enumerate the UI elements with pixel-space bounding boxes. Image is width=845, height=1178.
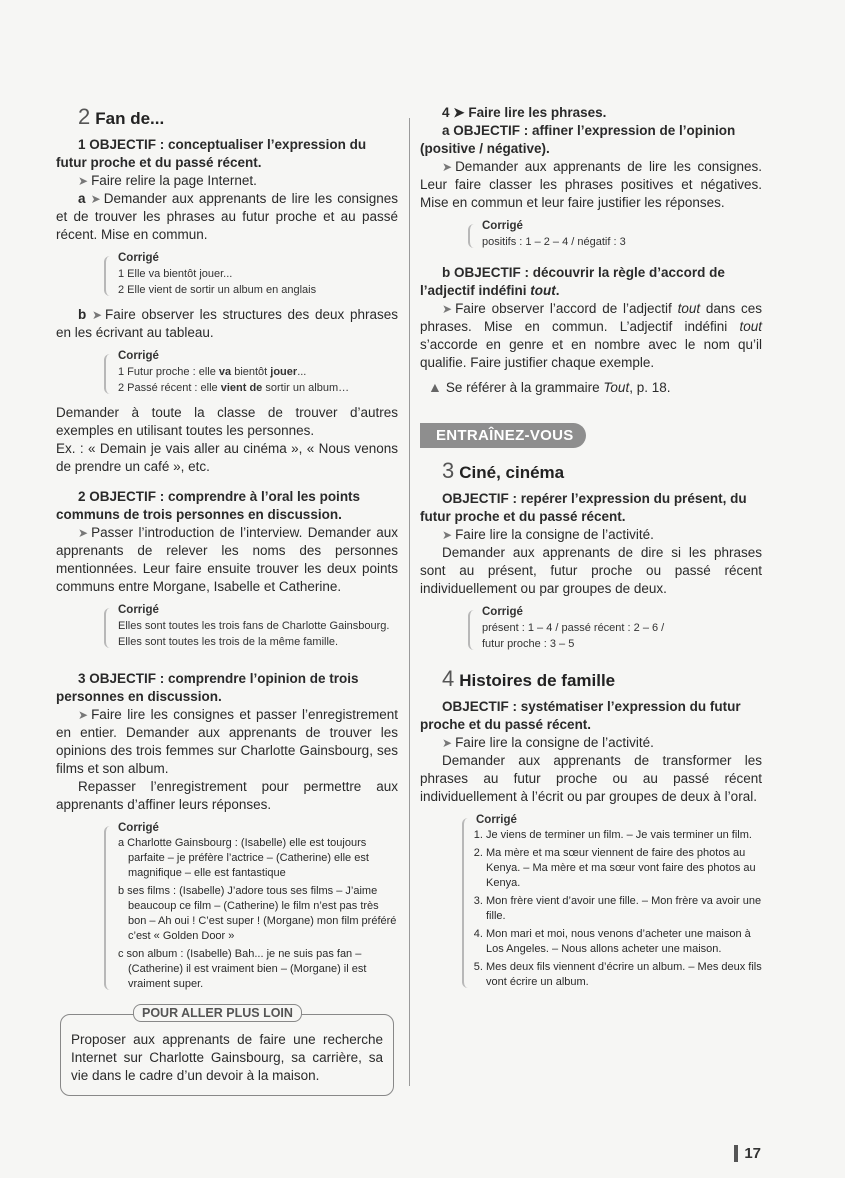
paragraph: a ➤ Demander aux apprenants de lire les consignes et de trouver les phrases au futur proche et au passé récent. Mise en commun. xyxy=(56,191,398,242)
paragraph: ➤ Passer l’introduction de l’interview. Demander aux apprenants de relever les noms des personnes mentionnées. Leur faire ensuite trouver les deux points communs entre Morgane, Isabelle et Catherine. xyxy=(56,525,398,594)
corrige-box: Corrigé 1 Futur proche : elle va bientôt jouer... 2 Passé récent : elle vient de sortir un album… xyxy=(98,348,398,396)
entrainez-vous-banner: ENTRAÎNEZ-VOUS xyxy=(420,423,586,448)
corrige-box: Corrigé 1 Elle va bientôt jouer... 2 Elle vient de sortir un album en anglais xyxy=(98,250,398,298)
section-number: 3 xyxy=(442,458,455,483)
objective-a-heading: a OBJECTIF : affiner l’expression de l’opinion (positive / négative). xyxy=(420,123,736,156)
arrow-icon: ➤ xyxy=(442,302,453,316)
list-item: 4. Mon mari et moi, nous venons d’acheter une maison à Los Angeles. – Nous allons acheter une maison. xyxy=(486,927,762,957)
arrow-icon: ➤ xyxy=(442,528,453,542)
objective-1-heading: 1 OBJECTIF : conceptualiser l’expression du futur proche et du passé récent. xyxy=(56,137,367,170)
paragraph: ➤ Faire relire la page Internet. xyxy=(78,173,257,188)
section-4-title: 4 Histoires de famille xyxy=(442,666,616,691)
paragraph: Demander aux apprenants de dire si les phrases sont au présent, futur proche ou passé récent individuellement ou par groupes de deux. xyxy=(420,545,762,596)
corrige-box: Corrigé Elles sont toutes les trois fans de Charlotte Gainsbourg. Elles sont toutes les trois de la même famille. xyxy=(98,602,398,650)
arrow-icon: ➤ xyxy=(91,308,102,322)
list-item: 1. Je viens de terminer un film. – Je vais terminer un film. xyxy=(486,828,762,843)
arrow-icon: ➤ xyxy=(90,192,101,206)
paragraph: ➤ Faire observer l’accord de l’adjectif tout dans ces phrases. Mise en commun. L’adjectif indéfini tout s’accorde en genre et en nombre avec le nom qu’il qualifie. Faire justifier chaque exemple. xyxy=(420,301,762,370)
paragraph: Demander aux apprenants de transformer les phrases au futur proche ou au passé récent individuellement à l’écrit ou par groupes de deux à l’oral. xyxy=(420,753,762,804)
corrige-box: Corrigé présent : 1 – 4 / passé récent : 2 – 6 / futur proche : 3 – 5 xyxy=(462,604,762,652)
list-item: 5. Mes deux fils viennent d’écrire un album. – Mes deux fils vont écrire un album. xyxy=(486,960,762,990)
warning-icon: ▲ xyxy=(428,379,442,395)
paragraph: Demander à toute la classe de trouver d’autres exemples en utilisant toutes les personnes. xyxy=(56,405,398,438)
section-3-title: 3 Ciné, cinéma xyxy=(442,458,565,483)
arrow-icon: ➤ xyxy=(442,160,453,174)
objective-heading: OBJECTIF : systématiser l’expression du futur proche et du passé récent. xyxy=(420,699,741,732)
section-number: 2 xyxy=(78,104,91,129)
section-number: 4 xyxy=(442,666,455,691)
paragraph: ➤ Faire lire les consignes et passer l’enregistrement en entier. Demander aux apprenants de trouver les opinions des trois femmes sur Charlotte Gainsbourg, ses films et son album. xyxy=(56,707,398,776)
objective-2-heading: 2 OBJECTIF : comprendre à l’oral les points communs de trois personnes en discussion. xyxy=(56,489,361,522)
paragraph: ➤ Faire lire la consigne de l’activité. xyxy=(442,527,654,542)
pour-aller-plus-loin-tag: POUR ALLER PLUS LOIN xyxy=(133,1004,302,1022)
objective-b-heading: b OBJECTIF : découvrir la règle d’accord de l’adjectif indéfini tout. xyxy=(420,265,725,298)
section-2-title: 2 Fan de... xyxy=(78,104,165,129)
grammar-note: ▲ Se référer à la grammaire Tout, p. 18. xyxy=(428,379,671,395)
page-number: 17 xyxy=(734,1145,761,1162)
column-divider xyxy=(409,118,410,1086)
arrow-icon: ➤ xyxy=(78,526,89,540)
arrow-icon: ➤ xyxy=(78,174,89,188)
objective-heading: OBJECTIF : repérer l’expression du présent, du futur proche et du passé récent. xyxy=(420,491,747,524)
paragraph: ➤ Demander aux apprenants de lire les consignes. Leur faire classer les phrases positives et négatives. Mise en commun et leur faire justifier les réponses. xyxy=(420,159,762,210)
paragraph: b ➤ Faire observer les structures des deux phrases en les écrivant au tableau. xyxy=(56,307,398,340)
arrow-icon: ➤ xyxy=(78,708,89,722)
paragraph: Ex. : « Demain je vais aller au cinéma », « Nous venons de prendre un café », etc. xyxy=(56,441,398,474)
paragraph: Repasser l’enregistrement pour permettre aux apprenants d’affiner leurs réponses. xyxy=(56,779,398,812)
arrow-icon: ➤ xyxy=(442,736,453,750)
pour-aller-plus-loin-box: POUR ALLER PLUS LOIN Proposer aux apprenants de faire une recherche Internet sur Charlotte Gainsbourg, sa carrière, sa vie dans le cadre d’un devoir à la maison. xyxy=(60,1014,394,1096)
list-item: 3. Mon frère vient d’avoir une fille. – Mon frère va avoir une fille. xyxy=(486,894,762,924)
corrige-box: Corrigé positifs : 1 – 2 – 4 / négatif : 3 xyxy=(462,218,762,250)
objective-3-heading: 3 OBJECTIF : comprendre l’opinion de trois personnes en discussion. xyxy=(56,671,359,704)
activity-4-heading: 4 ➤ Faire lire les phrases. xyxy=(442,105,607,120)
left-column xyxy=(56,104,398,1096)
list-item: 2. Ma mère et ma sœur viennent de faire des photos au Kenya. – Ma mère et ma sœur vont faire des photos au Kenya. xyxy=(486,846,762,891)
corrige-box: Corrigé a Charlotte Gainsbourg : (Isabelle) elle est toujours parfaite – je préfère l’actrice – (Catherine) elle est magnifique – elle est fantastique b ses films : (Isabelle) J’adore tous ses films – J’aime beaucoup ce film – (Catherine) le film n’est pas très bon – Ah oui ! C’est super ! (Morgane) mon film préféré c’est « Golden Door » c son album : (Isabelle) Bah... je ne suis pas fan – (Catherine) il est vraiment bien – (Morgane) il est vraiment super. xyxy=(98,820,398,992)
paragraph: ➤ Faire lire la consigne de l’activité. xyxy=(442,735,654,750)
corrige-box: Corrigé 1. Je viens de terminer un film. – Je vais terminer un film. 2. Ma mère et ma sœur viennent de faire des photos au Kenya. – Ma mère et ma sœur vont faire des photos au Kenya. 3. Mon frère vient d’avoir une fille. – Mon frère va avoir une fille. 4. Mon mari et moi, nous venons d’acheter une maison à Los Angeles. – Nous allons acheter une maison. 5. Mes deux fils viennent d’écrire un album. – Mes deux fils vont écrire un album. xyxy=(456,812,762,990)
right-column xyxy=(420,104,762,998)
